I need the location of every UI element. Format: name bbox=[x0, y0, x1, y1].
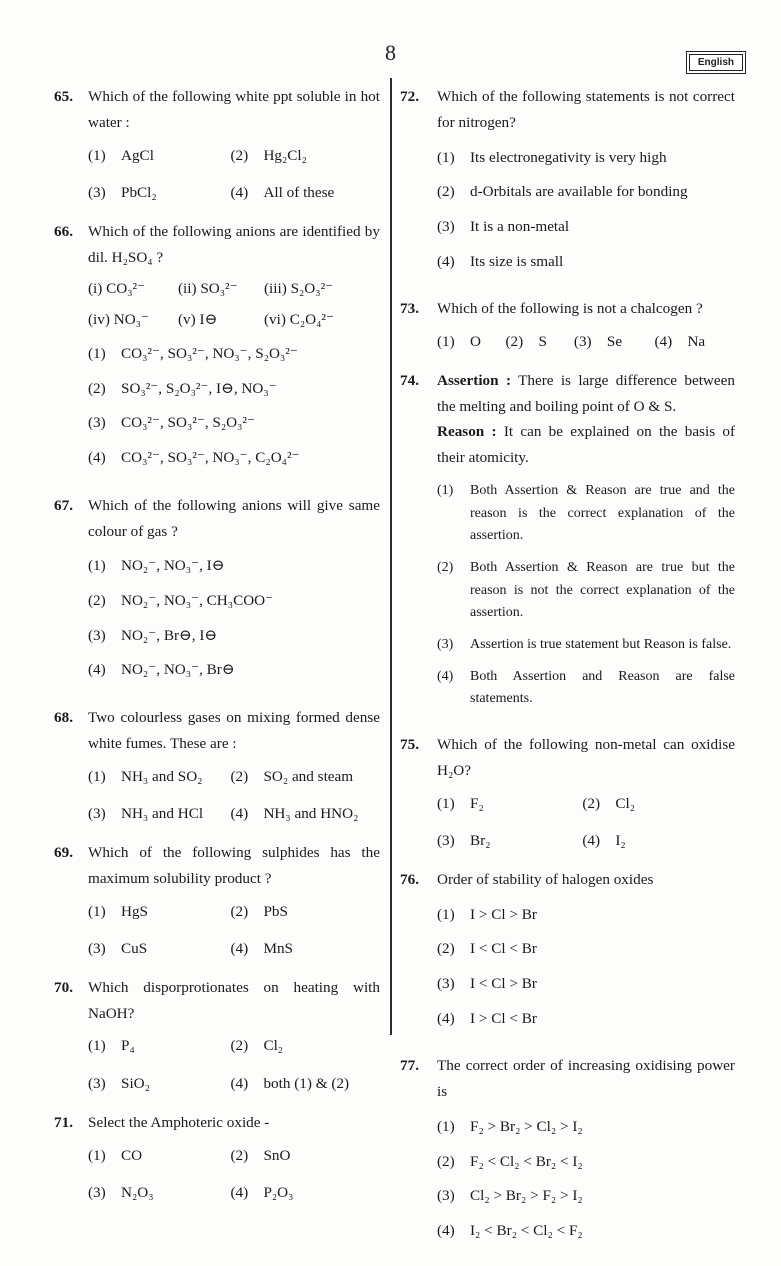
option bbox=[230, 1072, 380, 1097]
options bbox=[437, 791, 735, 855]
question-text: Order of stability of halogen oxides bbox=[437, 871, 654, 889]
left-column bbox=[0, 80, 390, 1266]
question bbox=[54, 975, 380, 1098]
option-text: Na bbox=[687, 333, 706, 351]
question-text: Which disporprotionates on heating with NaOH? bbox=[88, 978, 380, 1022]
question-body bbox=[437, 732, 735, 855]
option bbox=[88, 900, 230, 925]
option-label: (4) bbox=[437, 1221, 455, 1239]
options bbox=[88, 554, 380, 683]
option-label: (1) bbox=[437, 794, 455, 812]
question-body bbox=[437, 1053, 735, 1253]
option-text: CO₃²⁻, SO₃²⁻, NO₃⁻, C₂O₄²⁻ bbox=[121, 449, 300, 467]
option-label: (2) bbox=[582, 794, 601, 812]
option bbox=[437, 972, 735, 997]
question-number: 68. bbox=[54, 708, 73, 726]
option bbox=[437, 792, 582, 817]
assertion-paragraph bbox=[437, 368, 735, 420]
option bbox=[574, 330, 655, 355]
question-body bbox=[437, 84, 735, 284]
option-label: (3) bbox=[437, 1187, 455, 1205]
option bbox=[654, 330, 735, 355]
option-text: Cl₂ > Br₂ > F₂ > I₂ bbox=[470, 1187, 583, 1205]
option bbox=[505, 330, 573, 355]
option bbox=[88, 1144, 230, 1169]
question-number: 69. bbox=[54, 843, 73, 861]
option-text: F₂ bbox=[470, 794, 484, 812]
anion-item: (iv) NO₃⁻ bbox=[88, 311, 149, 329]
option-label: (2) bbox=[505, 333, 524, 351]
question-text: Which of the following anions are identified by dil. H₂SO₄ ? bbox=[88, 222, 380, 266]
option-text: NO₂⁻, NO₃⁻, I⊖ bbox=[121, 557, 225, 575]
option-text: CO₃²⁻, SO₃²⁻, NO₃⁻, S₂O₃²⁻ bbox=[121, 345, 298, 363]
question-body bbox=[88, 705, 380, 828]
option bbox=[230, 181, 380, 206]
option bbox=[437, 330, 505, 355]
option bbox=[230, 1144, 380, 1169]
option-label: (3) bbox=[88, 940, 106, 958]
option-label: (3) bbox=[437, 975, 455, 993]
question bbox=[54, 493, 380, 693]
anion-item: (i) CO₃²⁻ bbox=[88, 279, 146, 297]
option bbox=[437, 1007, 735, 1032]
option-label: (2) bbox=[437, 1152, 455, 1170]
option-label: (2) bbox=[88, 379, 106, 397]
option bbox=[88, 624, 380, 649]
question bbox=[54, 219, 380, 481]
option-label: (4) bbox=[88, 449, 106, 467]
option bbox=[437, 1150, 735, 1175]
question bbox=[400, 1053, 735, 1253]
option-label: (3) bbox=[88, 414, 106, 432]
option bbox=[437, 557, 735, 625]
option-label: (1) bbox=[437, 905, 455, 923]
option bbox=[437, 666, 735, 711]
question bbox=[54, 84, 380, 207]
question-number: 75. bbox=[400, 736, 419, 754]
option-text: I₂ bbox=[615, 832, 626, 850]
language-badge bbox=[686, 51, 746, 74]
option bbox=[88, 411, 380, 436]
option bbox=[437, 180, 735, 205]
anion-item: (iii) S₂O₃²⁻ bbox=[264, 279, 334, 297]
option bbox=[88, 181, 230, 206]
option bbox=[230, 1181, 380, 1206]
option-label: (2) bbox=[230, 146, 249, 164]
option-text: NH₃ and SO₂ bbox=[121, 767, 203, 785]
option-text: HgS bbox=[121, 902, 149, 920]
assertion-label: Assertion : bbox=[437, 371, 511, 389]
option bbox=[88, 1181, 230, 1206]
question-body bbox=[88, 840, 380, 963]
option-label: (2) bbox=[230, 1146, 249, 1164]
option-text: Cl₂ bbox=[263, 1037, 284, 1055]
option bbox=[437, 480, 735, 548]
option bbox=[230, 1034, 380, 1059]
options bbox=[437, 903, 735, 1032]
option bbox=[88, 446, 380, 471]
question-body bbox=[88, 1110, 380, 1207]
option-label: (1) bbox=[437, 148, 455, 166]
option-text: Hg₂Cl₂ bbox=[263, 146, 307, 164]
option-label: (2) bbox=[437, 560, 454, 576]
option-label: (4) bbox=[230, 1184, 249, 1202]
options bbox=[437, 1115, 735, 1244]
question-body bbox=[437, 368, 735, 720]
option-text: I > Cl > Br bbox=[470, 905, 537, 923]
options bbox=[88, 342, 380, 471]
question-text: Which of the following white ppt soluble in hot water : bbox=[88, 88, 380, 131]
assertion-text: There is large difference between the melting and boiling point of O & S. bbox=[437, 371, 735, 415]
option-text: N₂O₃ bbox=[121, 1184, 154, 1202]
question bbox=[400, 296, 735, 355]
options bbox=[88, 899, 380, 963]
question-text: Which of the following non-metal can oxidise H₂O? bbox=[437, 736, 735, 779]
option bbox=[437, 146, 735, 171]
option bbox=[88, 802, 230, 827]
option-text: O bbox=[470, 333, 481, 351]
question bbox=[400, 867, 735, 1041]
option-label: (1) bbox=[88, 146, 106, 164]
option bbox=[88, 589, 380, 614]
option-text: SiO₂ bbox=[121, 1075, 150, 1093]
option-text: d-Orbitals are available for bonding bbox=[470, 183, 688, 201]
option bbox=[230, 144, 380, 169]
option-text: All of these bbox=[263, 184, 335, 202]
option-label: (4) bbox=[230, 940, 249, 958]
option-label: (3) bbox=[88, 1184, 106, 1202]
option-label: (3) bbox=[573, 333, 592, 351]
option-text: SnO bbox=[263, 1146, 291, 1164]
option-text: Its size is small bbox=[470, 252, 564, 270]
options bbox=[88, 764, 380, 828]
option-label: (1) bbox=[88, 1146, 106, 1164]
option-text: PbCl₂ bbox=[121, 184, 157, 202]
option-text: AgCl bbox=[121, 146, 154, 164]
option-label: (4) bbox=[654, 333, 673, 351]
question bbox=[400, 732, 735, 855]
option-label: (2) bbox=[437, 940, 455, 958]
reason-paragraph bbox=[437, 419, 735, 471]
question bbox=[54, 1110, 380, 1207]
question-text: Which of the following sulphides has the maximum solubility product ? bbox=[88, 843, 380, 887]
anion-item: (v) I⊖ bbox=[178, 311, 218, 329]
options bbox=[88, 143, 380, 207]
question bbox=[54, 840, 380, 963]
question-number: 76. bbox=[400, 871, 419, 889]
question-number: 65. bbox=[54, 88, 73, 105]
option bbox=[437, 1184, 735, 1209]
option bbox=[88, 554, 380, 579]
option bbox=[437, 903, 735, 928]
option-text: It is a non-metal bbox=[470, 217, 570, 235]
option-text: CuS bbox=[121, 940, 148, 958]
question-number: 66. bbox=[54, 222, 73, 240]
option-label: (1) bbox=[88, 902, 106, 920]
option-text: NO₂⁻, NO₃⁻, Br⊖ bbox=[121, 661, 235, 679]
option-text: MnS bbox=[263, 940, 293, 958]
option bbox=[437, 634, 735, 657]
question-body bbox=[437, 867, 735, 1041]
option-label: (3) bbox=[88, 1075, 106, 1093]
option-text: I < Cl < Br bbox=[470, 940, 537, 958]
option-label: (1) bbox=[88, 557, 106, 575]
option-label: (4) bbox=[582, 832, 601, 850]
option-label: (3) bbox=[437, 832, 455, 850]
option-text: P₄ bbox=[121, 1037, 135, 1055]
option bbox=[230, 937, 380, 962]
option-text: NH₃ and HCl bbox=[121, 805, 204, 823]
question-body bbox=[88, 219, 380, 481]
option bbox=[88, 144, 230, 169]
question-text: Two colourless gases on mixing formed dense white fumes. These are : bbox=[88, 708, 380, 752]
question-text: Which of the following anions will give same colour of gas ? bbox=[88, 496, 380, 540]
option-label: (1) bbox=[88, 767, 106, 785]
question-number: 74. bbox=[400, 371, 419, 389]
option bbox=[88, 765, 230, 790]
question bbox=[54, 705, 380, 828]
language-badge-label: English bbox=[689, 54, 743, 71]
option-label: (3) bbox=[437, 217, 455, 235]
option-label: (1) bbox=[437, 483, 454, 499]
option-label: (2) bbox=[230, 767, 249, 785]
option-text: both (1) & (2) bbox=[263, 1075, 350, 1093]
option bbox=[88, 377, 380, 402]
anion-list bbox=[88, 278, 380, 333]
option-label: (2) bbox=[230, 902, 249, 920]
question bbox=[400, 84, 735, 284]
option bbox=[437, 1115, 735, 1140]
option-text: Se bbox=[606, 333, 623, 351]
question-text: Select the Amphoteric oxide - bbox=[88, 1113, 270, 1131]
option bbox=[230, 802, 380, 827]
question-body bbox=[88, 84, 380, 207]
option bbox=[88, 658, 380, 683]
option bbox=[582, 792, 735, 817]
option-label: (4) bbox=[437, 252, 455, 270]
option-text: SO₃²⁻, S₂O₃²⁻, I⊖, NO₃⁻ bbox=[121, 379, 277, 397]
options bbox=[437, 146, 735, 275]
option bbox=[88, 342, 380, 367]
option-label: (4) bbox=[230, 1075, 249, 1093]
option-label: (1) bbox=[437, 1118, 455, 1136]
option-label: (2) bbox=[88, 592, 106, 610]
question-text: Which of the following statements is not correct for nitrogen? bbox=[437, 88, 735, 131]
option bbox=[582, 829, 735, 854]
option-text: NO₂⁻, NO₃⁻, CH₃COO⁻ bbox=[121, 592, 274, 610]
option-text: NO₂⁻, Br⊖, I⊖ bbox=[121, 626, 218, 644]
option-label: (1) bbox=[437, 333, 455, 351]
option-text: PbS bbox=[263, 902, 288, 920]
option-text: Both Assertion & Reason are true and the reason is the correct explanation of the assertion. bbox=[470, 483, 735, 544]
option-text: I > Cl < Br bbox=[470, 1009, 537, 1027]
option bbox=[437, 937, 735, 962]
option bbox=[437, 250, 735, 275]
options bbox=[437, 480, 735, 711]
question-body bbox=[88, 493, 380, 693]
option-label: (4) bbox=[437, 1009, 455, 1027]
option-label: (3) bbox=[88, 805, 106, 823]
option-text: Its electronegativity is very high bbox=[470, 148, 667, 166]
option-text: F₂ < Cl₂ < Br₂ < I₂ bbox=[470, 1152, 583, 1170]
anion-item: (vi) C₂O₄²⁻ bbox=[264, 311, 334, 329]
reason-label: Reason : bbox=[437, 423, 497, 441]
option bbox=[437, 829, 582, 854]
question-body bbox=[437, 296, 735, 355]
option bbox=[230, 765, 380, 790]
question-number: 72. bbox=[400, 88, 419, 105]
option-label: (4) bbox=[230, 805, 249, 823]
question-text: The correct order of increasing oxidising power is bbox=[437, 1057, 735, 1101]
question-number: 70. bbox=[54, 978, 73, 996]
option-label: (4) bbox=[88, 661, 106, 679]
options bbox=[88, 1143, 380, 1207]
anion-item: (ii) SO₃²⁻ bbox=[178, 279, 238, 297]
option-text: Both Assertion and Reason are false statements. bbox=[470, 668, 735, 707]
question-body bbox=[88, 975, 380, 1098]
option-label: (3) bbox=[88, 626, 106, 644]
option-text: Both Assertion & Reason are true but the reason is not the correct explanation of the assertion. bbox=[470, 560, 735, 621]
reason-text: It can be explained on the basis of their atomicity. bbox=[437, 423, 736, 467]
question-number: 73. bbox=[400, 300, 419, 318]
option bbox=[88, 1034, 230, 1059]
options bbox=[437, 329, 735, 356]
option-label: (2) bbox=[230, 1037, 249, 1055]
question-number: 71. bbox=[54, 1113, 73, 1131]
right-column bbox=[390, 80, 781, 1266]
option-label: (1) bbox=[88, 1037, 106, 1055]
option-text: Assertion is true statement but Reason is false. bbox=[470, 637, 732, 653]
option bbox=[437, 215, 735, 240]
question bbox=[400, 368, 735, 720]
option bbox=[230, 900, 380, 925]
question-text: Which of the following is not a chalcogen ? bbox=[437, 300, 703, 318]
option-text: I₂ < Br₂ < Cl₂ < F₂ bbox=[470, 1221, 583, 1239]
option bbox=[88, 937, 230, 962]
option-text: CO₃²⁻, SO₃²⁻, S₂O₃²⁻ bbox=[121, 414, 256, 432]
option-text: P₂O₃ bbox=[263, 1184, 294, 1202]
question-number: 67. bbox=[54, 496, 73, 514]
option-text: SO₂ and steam bbox=[263, 767, 354, 785]
option-text: NH₃ and HNO₂ bbox=[263, 805, 359, 823]
option-label: (3) bbox=[88, 184, 106, 202]
option-label: (4) bbox=[230, 184, 249, 202]
page-number: 8 bbox=[385, 40, 396, 65]
option-text: Br₂ bbox=[470, 832, 491, 850]
option-text: I < Cl > Br bbox=[470, 975, 537, 993]
option-text: CO bbox=[121, 1146, 143, 1164]
option bbox=[88, 1072, 230, 1097]
option-label: (2) bbox=[437, 183, 455, 201]
option-label: (3) bbox=[437, 637, 454, 653]
option bbox=[437, 1219, 735, 1244]
question-columns bbox=[0, 80, 781, 1266]
options bbox=[88, 1033, 380, 1097]
question-number: 77. bbox=[400, 1057, 419, 1075]
option-label: (1) bbox=[88, 345, 106, 363]
option-text: S bbox=[538, 333, 547, 351]
option-label: (4) bbox=[437, 668, 454, 684]
option-text: Cl₂ bbox=[615, 794, 636, 812]
option-text: F₂ > Br₂ > Cl₂ > I₂ bbox=[470, 1118, 583, 1136]
